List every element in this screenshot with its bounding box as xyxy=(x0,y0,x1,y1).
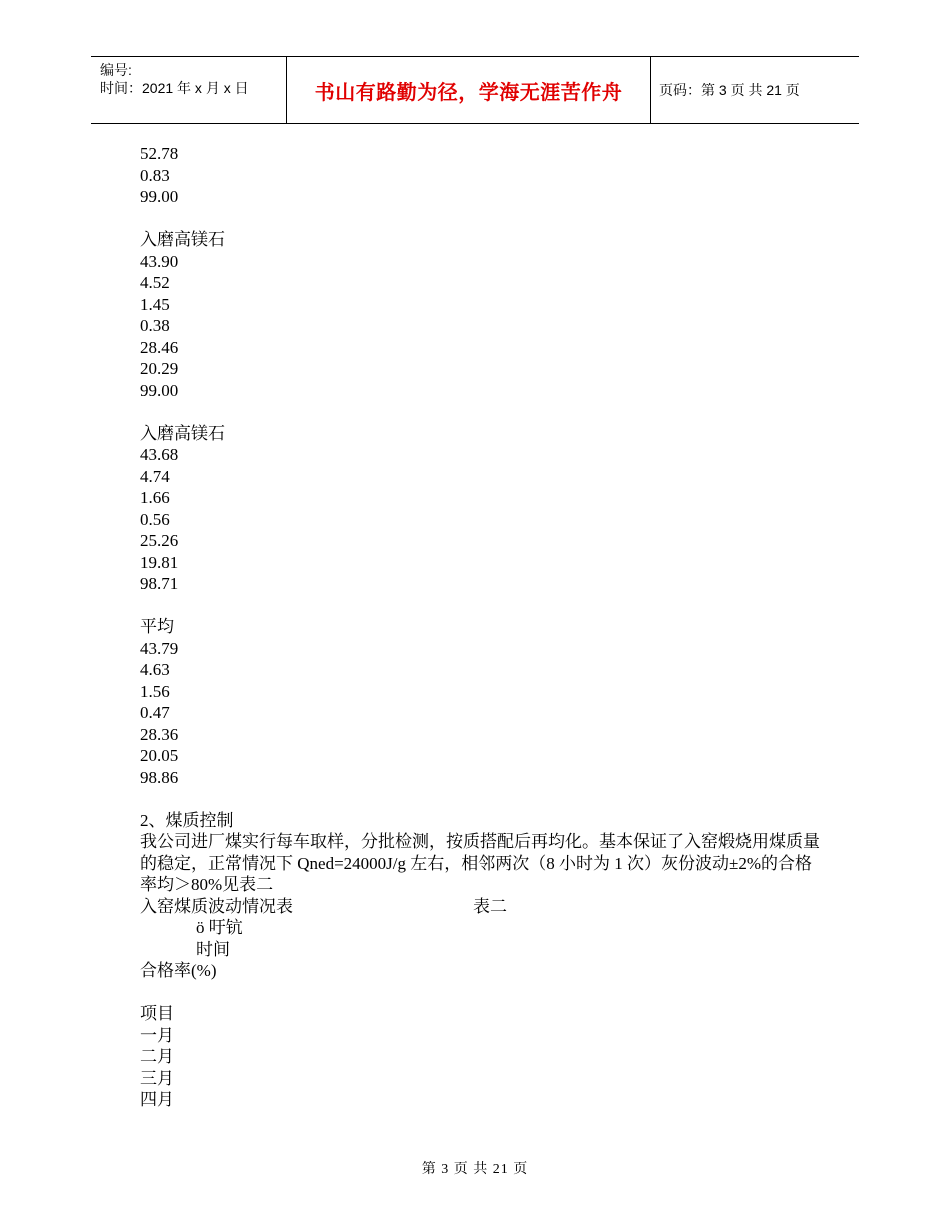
value-line: 4.63 xyxy=(140,660,170,679)
table-title: 入窑煤质波动情况表 xyxy=(140,896,293,916)
value-line: 19.81 xyxy=(140,552,179,572)
section-paragraph: 我公司进厂煤实行每车取样，分批检测，按质搭配后再均化。基本保证了入窑煅烧用煤质量的稳定，正常情况下 Qned=24000J/g 左右，相邻两次（8 小时为 1 次）灰份波动±2%的合格率均＞80%见表二 xyxy=(140,832,820,894)
block-title: 入磨高镁石 xyxy=(140,230,225,249)
block-title: 入磨高镁石 xyxy=(140,423,225,443)
value-line: 0.83 xyxy=(140,165,170,185)
value-line: 4.52 xyxy=(140,273,170,292)
header-motto-cell xyxy=(286,57,651,123)
month-row: 三月 xyxy=(140,1068,174,1088)
section-heading: 2、煤质控制 xyxy=(140,810,234,830)
value-line: 43.90 xyxy=(140,251,179,271)
header-right-cell xyxy=(650,57,859,123)
value-block-0 xyxy=(140,143,820,208)
motto: 书山有路勤为径，学海无涯苦作舟 xyxy=(314,81,623,104)
value-block-3 xyxy=(140,616,820,788)
time-label: 时间：2021 年 x 月 x 日 xyxy=(100,80,249,96)
coal-quality-section xyxy=(140,810,820,1111)
value-line: 1.45 xyxy=(140,294,170,314)
value-line: 99.00 xyxy=(140,187,179,206)
value-line: 0.47 xyxy=(140,703,170,722)
rate-header: 合格率(%) xyxy=(140,961,217,980)
value-line: 20.05 xyxy=(140,746,179,765)
page-code: 页码：第 3 页 共 21 页 xyxy=(659,82,800,98)
value-line: 43.68 xyxy=(140,445,179,464)
document-body xyxy=(140,143,820,1111)
month-row: 二月 xyxy=(140,1047,174,1066)
header-left-cell xyxy=(91,57,286,123)
value-line: 1.66 xyxy=(140,488,170,507)
page-header xyxy=(91,56,859,124)
value-line: 99.00 xyxy=(140,380,179,400)
value-line: 4.74 xyxy=(140,466,170,486)
time-header: 时间 xyxy=(196,939,230,959)
item-header: 项目 xyxy=(140,1004,174,1023)
value-line: 98.71 xyxy=(140,574,179,593)
month-row: 四月 xyxy=(140,1090,174,1109)
block-title: 平均 xyxy=(140,617,174,636)
value-line: 28.36 xyxy=(140,724,179,744)
value-line: 98.86 xyxy=(140,767,179,787)
value-line: 25.26 xyxy=(140,531,179,550)
page-footer: 第 3 页 共 21 页 xyxy=(421,1162,529,1177)
value-line: 1.56 xyxy=(140,681,170,701)
value-line: 0.38 xyxy=(140,316,170,335)
value-line: 52.78 xyxy=(140,144,179,163)
table-title-row xyxy=(140,896,820,918)
garbled-text: ö 吁钪 xyxy=(196,918,243,937)
value-line: 0.56 xyxy=(140,509,170,529)
month-row: 一月 xyxy=(140,1025,174,1045)
value-line: 20.29 xyxy=(140,359,179,378)
value-block-2 xyxy=(140,423,820,595)
value-line: 28.46 xyxy=(140,337,179,357)
number-label: 编号: xyxy=(100,62,132,78)
value-block-1 xyxy=(140,229,820,401)
table-label: 表二 xyxy=(473,896,507,916)
value-line: 43.79 xyxy=(140,638,179,658)
